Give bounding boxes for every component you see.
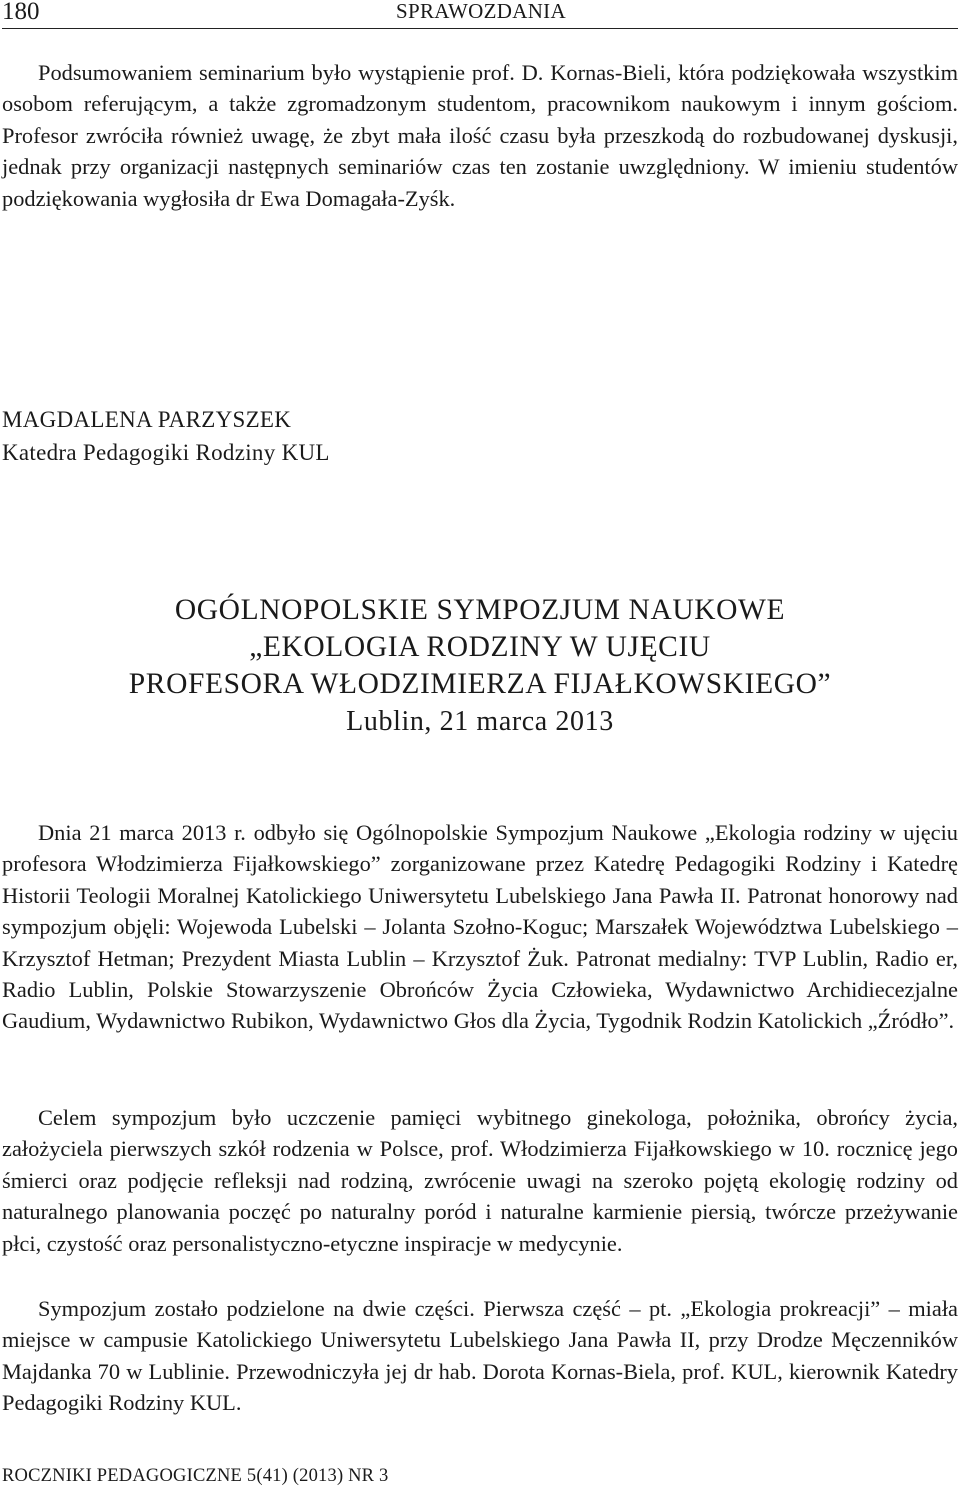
author-name: MAGDALENA PARZYSZEK <box>2 407 292 432</box>
author-block <box>2 403 702 469</box>
report-date-place: Lublin, 21 marca 2013 <box>346 706 614 737</box>
author-affiliation: Katedra Pedagogiki Rodziny KUL <box>2 440 330 465</box>
section-title: SPRAWOZDANIA <box>396 0 566 23</box>
running-header <box>2 0 958 29</box>
report-title <box>0 592 960 740</box>
body-paragraph: Sympozjum zostało podzielone na dwie części. Pierwsza część – pt. „Ekologia prokreacji” – miała miejsce w campusie Katolickiego Uniwersytetu Lubelskiego Jana Pawła II, przy Drodze Męczenników Majdanka 70 w Lublinie. Przewodniczyła jej dr hab. Dorota Kornas-Biela, prof. KUL, kierownik Katedry Pedagogiki Rodziny KUL. <box>2 1296 958 1416</box>
report-title-line-3: PROFESORA WŁODZIMIERZA FIJAŁKOWSKIEGO” <box>128 668 832 700</box>
body-paragraph: Celem sympozjum było uczczenie pamięci wybitnego ginekologa, położnika, obrońcy życia, założyciela pierwszych szkół rodzenia w Polsce, prof. Włodzimierza Fijałkowskiego w 10. rocznicę jego śmierci oraz podjęcie refleksji nad rodziną, zwrócenie uwagi na szeroko pojętą ekologię rodziny od naturalnego planowania poczęć po naturalny poród i naturalne karmienie piersią, twórcze przeżywanie płci, czystość oraz personalistyczno-etyczne inspiracje w medycynie. <box>2 1105 958 1256</box>
report-title-line-1: OGÓLNOPOLSKIE SYMPOZJUM NAUKOWE <box>174 594 786 626</box>
intro-paragraph: Podsumowaniem seminarium było wystąpienie prof. D. Kornas-Bieli, która podziękowała wszystkim osobom referującym, a także zgromadzonym studentom, pracownikom naukowym i innym gościom. Profesor zwróciła również uwagę, że zbyt mała ilość czasu była przeszkodą do rozbudowanej dyskusji, jednak przy organizacji następnych seminariów czas ten zostanie uwzględniony. W imieniu studentów podziękowania wygłosiła dr Ewa Domagała-Zyśk. <box>2 60 958 211</box>
page-number: 180 <box>2 0 40 25</box>
journal-footer: ROCZNIKI PEDAGOGICZNE 5(41) (2013) NR 3 <box>2 1466 389 1486</box>
body-paragraph: Dnia 21 marca 2013 r. odbyło się Ogólnopolskie Sympozjum Naukowe „Ekologia rodziny w ujęciu profesora Włodzimierza Fijałkowskiego” zorganizowane przez Katedrę Pedagogiki Rodziny i Katedrę Historii Teologii Moralnej Katolickiego Uniwersytetu Lubelskiego Jana Pawła II. Patronat honorowy nad sympozjum objęli: Wojewoda Lubelski – Jolanta Szołno-Koguc; Marszałek Województwa Lubelskiego – Krzysztof Hetman; Prezydent Miasta Lublin – Krzysztof Żuk. Patronat medialny: TVP Lublin, Radio er, Radio Lublin, Polskie Stowarzyszenie Obrońców Życia Człowieka, Wydawnictwo Archidiecezjalne Gaudium, Wydawnictwo Rubikon, Wydawnictwo Głos dla Życia, Tygodnik Rodzin Katolickich „Źródło”. <box>2 820 958 1034</box>
report-title-line-2: „EKOLOGIA RODZINY W UJĘCIU <box>249 631 711 663</box>
